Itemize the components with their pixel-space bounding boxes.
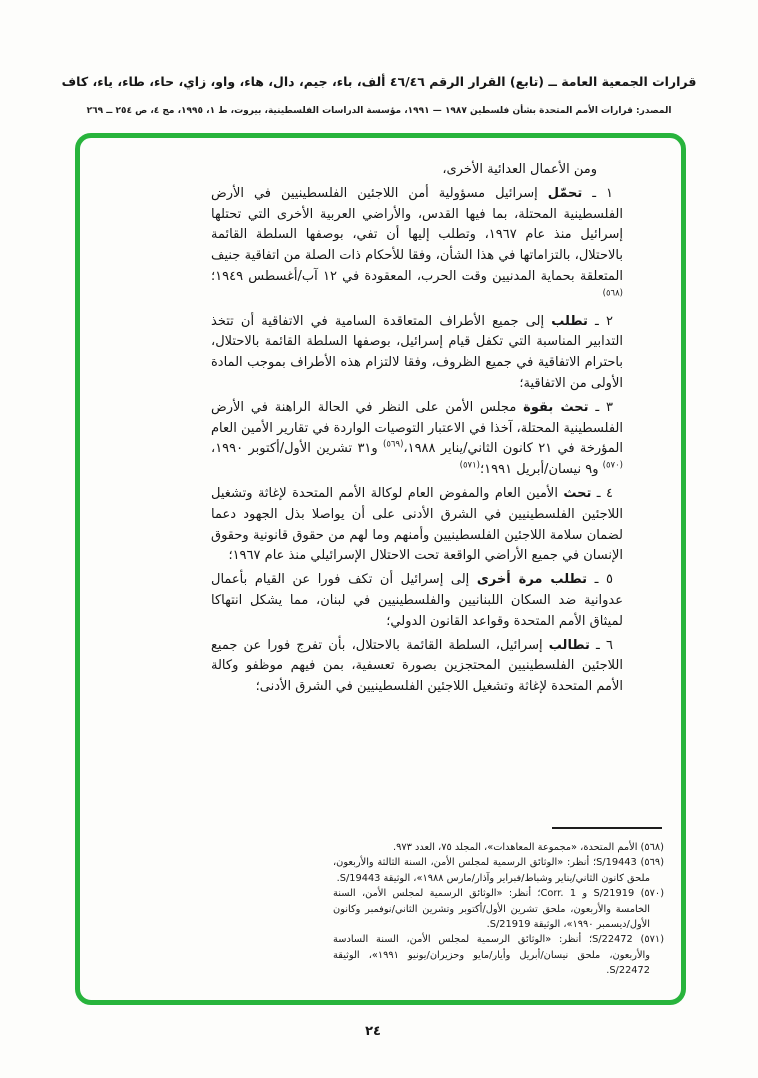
footnote-marker: (٥٧١) bbox=[632, 934, 665, 946]
footnote-item: (٥٧٠) S/21919 و Corr. 1؛ أنظر: «الوثائق الرسمية لمجلس الأمن، السنة الخامسة والأربعون، ملحق تشرين الأول/أكتوبر وتشرين الثاني/نوفمبر وكانون الأول/ديسمبر ١٩٩٠»، الوثيقة S/21919. bbox=[333, 888, 665, 931]
paragraph-number: ١ ـ bbox=[582, 185, 614, 201]
paragraph-lead: تطالب bbox=[548, 637, 590, 653]
footnote-ref: (٥٧١) bbox=[459, 460, 480, 471]
footnote-marker: (٥٧٠) bbox=[634, 888, 665, 900]
paragraph-number: ٥ ـ bbox=[587, 572, 613, 588]
footnote-ref: (٥٦٨) bbox=[602, 288, 623, 299]
paragraph-number: ٢ ـ bbox=[587, 313, 613, 329]
paragraph-number: ٣ ـ bbox=[588, 399, 613, 415]
paragraph-lead: تحمّل bbox=[547, 185, 583, 201]
page-header: قرارات الجمعية العامة ــ (تابع) القرار الرقم ٤٦/٤٦ ألف، باء، جيم، دال، هاء، واو، زاي، حاء، طاء، ياء، كاف bbox=[61, 74, 697, 89]
resolution-paragraph: ١ ـ تحمّل إسرائيل مسؤولية أمن اللاجئين الفلسطينيين في الأرض الفلسطينية المحتلة، بما فيها القدس، والأراضي العربية الأخرى التي تحتلها إسرائيل منذ عام ١٩٦٧، وتطلب إليها أن تفي، بوصفها السلطة القائمة بالاحتلال، بالتزاماتها في هذا الشأن، وفقا للأحكام ذات الصلة من اتفاقية جنيف المتعلقة بحماية المدنيين وقت الحرب، المعقودة في ١٢ آب/أغسطس ١٩٤٩؛$^{(٥٦٨)}$ bbox=[211, 185, 623, 299]
footnote-item: (٥٦٩) S/19443؛ أنظر: «الوثائق الرسمية لمجلس الأمن، السنة الثالثة والأربعون، ملحق كانون الثاني/يناير وشباط/فبراير وآذار/مارس ١٩٨٨»، الوثيقة S/19443. bbox=[333, 857, 665, 884]
resolution-paragraph: ٥ ـ تطلب مرة أخرى إلى إسرائيل أن تكف فورا عن القيام بأعمال عدوانية ضد السكان اللبنانيين والفلسطينيين في لبنان، مما يشكل انتهاكا لميثاق الأمم المتحدة وقواعد القانون الدولي؛ bbox=[211, 572, 623, 629]
footnote-ref: (٥٦٩) bbox=[383, 440, 404, 451]
source-line: المصدر: قرارات الأمم المتحدة بشأن فلسطين ١٩٨٧ — ١٩٩١، مؤسسة الدراسات الفلسطينية، بيروت، ط ١، ١٩٩٥، مج ٤، ص ٢٥٤ ــ ٢٦٩ bbox=[86, 106, 672, 116]
intro-line: ومن الأعمال العدائية الأخرى، bbox=[442, 162, 597, 177]
paragraph-lead: تطلب bbox=[551, 313, 588, 329]
footnotes-list bbox=[333, 840, 664, 979]
footnote-marker: (٥٦٨) bbox=[637, 842, 664, 853]
main-text bbox=[211, 160, 623, 701]
resolution-paragraph: ٢ ـ تطلب إلى جميع الأطراف المتعاقدة السامية في الاتفاقية أن تتخذ التدابير المناسبة التي تكفل قيام إسرائيل، بوصفها السلطة القائمة بالاحتلال، باحترام الاتفاقية في جميع الظروف، وفقا لالتزام هذه الأطراف بموجب المادة الأولى من الاتفاقية؛ bbox=[211, 313, 623, 391]
page-number: ٢٤ bbox=[365, 1024, 381, 1039]
resolution-paragraph: ٤ ـ تحث الأمين العام والمفوض العام لوكالة الأمم المتحدة لإغاثة وتشغيل اللاجئين الفلسطينيين في الشرق الأدنى على أن يواصلا بذل الجهود دعما لضمان سلامة اللاجئين الفلسطينيين وأمنهم وما لهم من حقوق قانونية وحقوق الإنسان في جميع الأراضي الواقعة تحت الاحتلال الإسرائيلي منذ عام ١٩٦٧؛ bbox=[211, 485, 623, 564]
resolution-paragraph: ٦ ـ تطالب إسرائيل، السلطة القائمة بالاحتلال، بأن تفرج فورا عن جميع اللاجئين الفلسطينيين المحتجزين بصورة تعسفية، بمن فيهم موظفو وكالة الأمم المتحدة لإغاثة وتشغيل اللاجئين الفلسطينيين في الشرق الأدنى؛ bbox=[211, 637, 623, 695]
resolution-paragraph: ٣ ـ تحث بقوة مجلس الأمن على النظر في الحالة الراهنة في الأرض الفلسطينية المحتلة، آخذا في الاعتبار التوصيات الواردة في تقارير الأمين العام المؤرخة في ٢١ كانون الثاني/يناير ١٩٨٨،$^{(٥٦٩)}$ و٣١ تشرين الأول/أكتوبر ١٩٩٠،$^{(٥٧٠)}$ و٩ نيسان/أبريل ١٩٩١؛$^{(٥٧١)}$ bbox=[211, 399, 623, 478]
paragraph-lead: تطلب مرة أخرى bbox=[476, 572, 588, 588]
footnote-ref: (٥٧٠) bbox=[602, 460, 623, 471]
footnote-divider bbox=[552, 827, 662, 829]
paragraph-lead: تحث bbox=[563, 485, 592, 501]
paragraph-number: ٦ ـ bbox=[589, 637, 613, 653]
footnote-item: (٥٦٨) الأمم المتحدة، «مجموعة المعاهدات»، المجلد ٧٥، العدد ٩٧٣. bbox=[392, 842, 664, 853]
footnote-item: (٥٧١) S/22472؛ أنظر: «الوثائق الرسمية لمجلس الأمن، السنة السادسة والأربعون، ملحق نيسان/أبريل وأيار/مايو وحزيران/يونيو ١٩٩١»، الوثيقة S/22472. bbox=[333, 934, 665, 977]
footnote-marker: (٥٦٩) bbox=[636, 857, 665, 869]
paragraph-number: ٤ ـ bbox=[591, 485, 613, 501]
paragraph-lead: تحث بقوة bbox=[523, 399, 589, 415]
